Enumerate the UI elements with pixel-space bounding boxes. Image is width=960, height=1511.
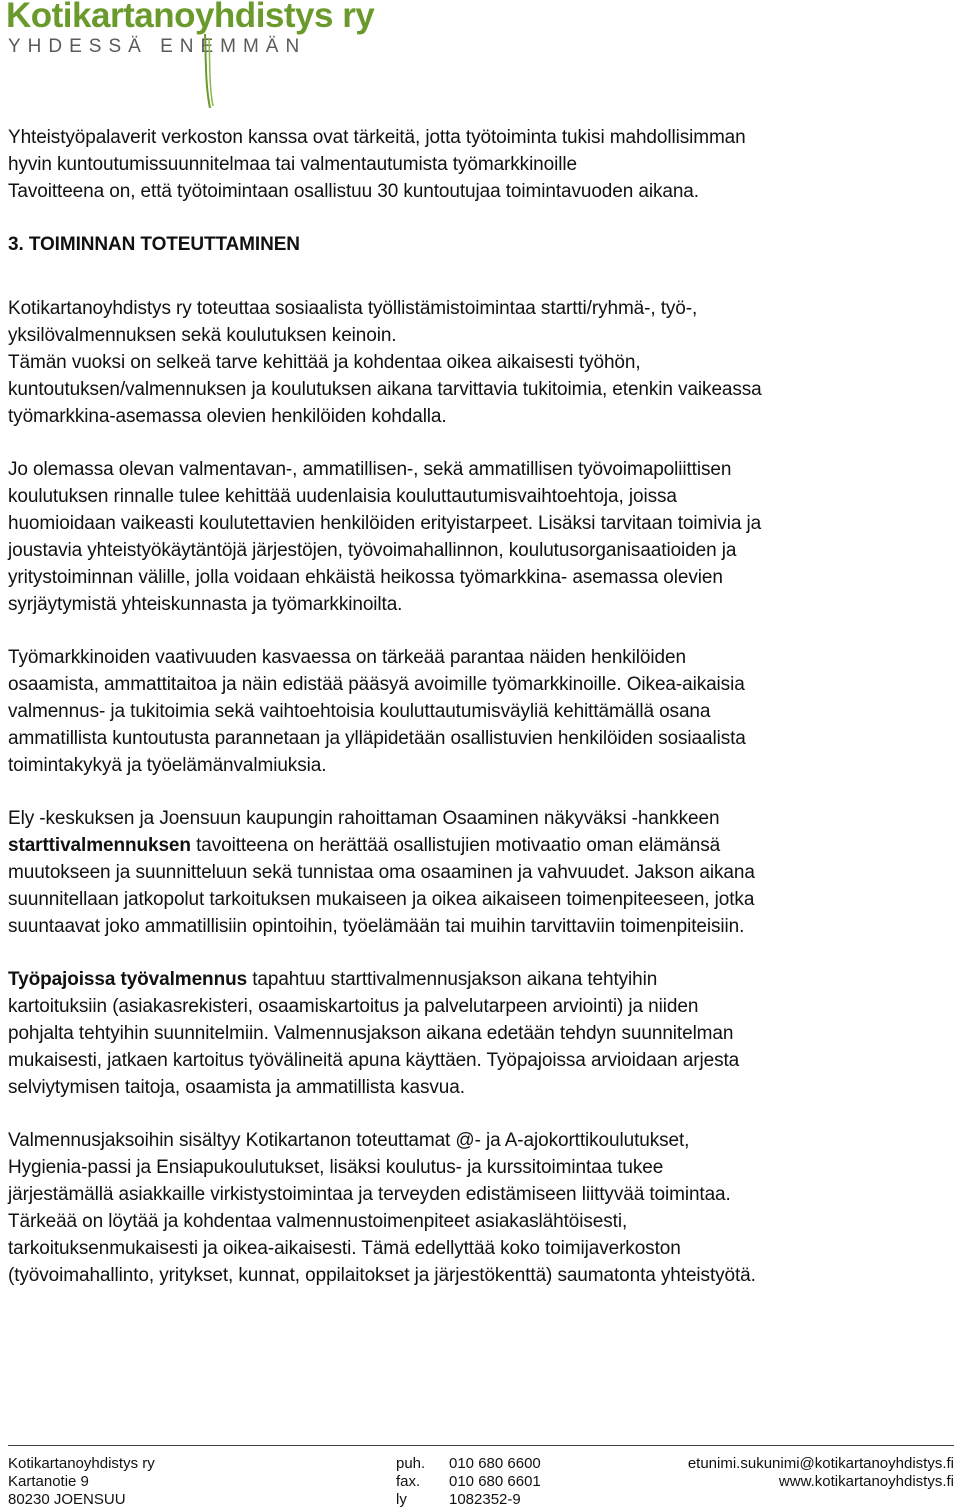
paragraph-tyopajat <box>8 966 958 1101</box>
footer-fax-label: fax. <box>396 1473 421 1490</box>
bold-term: starttivalmennuksen <box>8 835 191 856</box>
footer-phone-value: 010 680 6600 <box>449 1455 541 1472</box>
footer-divider <box>8 1445 954 1446</box>
footer-contact-labels <box>396 1455 425 1509</box>
footer-website[interactable]: www.kotikartanoyhdistys.fi <box>778 1473 954 1490</box>
footer-email[interactable]: etunimi.sukunimi@kotikartanoyhdistys.fi <box>687 1455 954 1472</box>
paragraph-labour-market: Työmarkkinoiden vaativuuden kasvaessa on tärkeää parantaa näiden henkilöiden osaamista, ammattitaitoa ja näin edistää pääsyä avoimille työmarkkinoille. Oikea-aikaisia valmennus- ja tukitoimia sekä vaihtoehtoisia kouluttautumisväyliä kehittämällä osana ammatillista kuntoutusta parannetaan ja ylläpidetään osallistuvien henkilöiden sosiaalista toimintakykyä ja työelämänvalmiuksia. <box>8 647 746 776</box>
bold-term: Työpajoissa työvalmennus <box>8 969 248 990</box>
paragraph-text: Ely -keskuksen ja Joensuun kaupungin rahoittaman Osaaminen näkyväksi -hankkeen <box>8 808 720 829</box>
footer-postal: 80230 JOENSUU <box>8 1491 126 1508</box>
footer-phone-label: puh. <box>396 1455 426 1472</box>
logo-title: Kotikartanoyhdistys ry <box>6 0 375 35</box>
footer-online <box>688 1455 954 1491</box>
paragraph-text: tapahtuu starttivalmennusjakson aikana tehtyihin kartoituksiin (asiakasrekisteri, osaamiskartoitus ja palvelutarpeen arviointi) ja niiden pohjalta tehtyihin suunnitelmiin. Valmennusjakson aikana edetään tehdyn suunnitelman mukaisesti, jatkaen kartoitus työvälineitä apuna käyttäen. Työpajoissa arvioidaan arjesta selviytymisen taitoja, osaamista ja ammatillista kasvua. <box>8 969 740 1098</box>
paragraph-valmennusjaksot: Valmennusjaksoihin sisältyy Kotikartanon toteuttamat @- ja A-ajokorttikoulutukset, Hygienia-passi ja Ensiapukoulutukset, lisäksi koulutus- ja kurssitoimintaa tukee järjestämällä asiakkaille virkistystoimintaa ja terveyden edistämiseen liittyvää toimintaa. Tärkeää on löytää ja kohdentaa valmennustoimenpiteet asiakaslähtöisesti, tarkoituksenmukaisesti ja oikea-aikaisesti. Tämä edellyttää koko toimijaverkoston (työvoimahallinto, yritykset, kunnat, oppilaitokset ja järjestökenttä) saumatonta yhteistyötä. <box>8 1130 756 1286</box>
footer-street: Kartanotie 9 <box>8 1473 89 1490</box>
paragraph-text: tavoitteena on herättää osallistujien motivaatio oman elämänsä muutokseen ja suunnitteluun sekä tunnistaa oma osaaminen ja vahvuudet. Jakson aikana suunnitellaan jatkopolut tarkoituksen mukaiseen ja oikea aikaiseen toimenpiteeseen, jotka suuntaavat joko ammatillisiin opintoihin, työelämään tai muihin tarvittaviin toimenpiteisiin. <box>8 835 755 937</box>
section-heading: 3. TOIMINNAN TOTEUTTAMINEN <box>8 234 300 255</box>
footer-address <box>8 1455 155 1509</box>
footer-contact-values <box>449 1455 541 1509</box>
paragraph-implementation: Kotikartanoyhdistys ry toteuttaa sosiaalista työllistämistoimintaa startti/ryhmä-, työ-, yksilövalmennuksen sekä koulutuksen keinoin. Tämän vuoksi on selkeä tarve kehittää ja kohdentaa oikea aikaisesti työhön, kuntoutuksen/valmennuksen ja koulutuksen aikana tarvittavia tukitoimia, etenkin vaikeassa työmarkkina-asemassa olevien henkilöiden kohdalla. <box>8 298 762 427</box>
document-body <box>8 124 958 1315</box>
page-footer <box>0 1455 960 1511</box>
paragraph-starttivalmennus <box>8 805 958 940</box>
organization-logo <box>6 0 375 108</box>
footer-ly-label: ly <box>396 1491 407 1508</box>
intro-paragraph: Yhteistyöpalaverit verkoston kanssa ovat tärkeitä, jotta työtoiminta tukisi mahdollisimman hyvin kuntoutumissuunnitelmaa tai valmentautumista työmarkkinoille Tavoitteena on, että työtoimintaan osallistuu 30 kuntoutujaa toimintavuoden aikana. <box>8 127 746 202</box>
paragraph-training: Jo olemassa olevan valmentavan-, ammatillisen-, sekä ammatillisen työvoimapoliittisen koulutuksen rinnalle tulee kehittää uudenlaisia kouluttautumisvaihtoehtoja, joissa huomioidaan vaikeasti koulutettavien henkilöiden erityistarpeet. Lisäksi tarvitaan toimivia ja joustavia yhteistyökäytäntöjä järjestöjen, työvoimahallinnon, koulutusorganisaatioiden ja yritystoiminnan välille, jolla voidaan ehkäistä heikossa työmarkkina- asemassa olevien syrjäytymistä yhteiskunnasta ja työmarkkinoilta. <box>8 459 762 615</box>
footer-org-name: Kotikartanoyhdistys ry <box>8 1455 155 1472</box>
footer-fax-value: 010 680 6601 <box>449 1473 541 1490</box>
logo-swoosh-graphic <box>204 34 214 108</box>
footer-ly-value: 1082352-9 <box>449 1491 521 1508</box>
logo-subtitle: YHDESSÄ ENEMMÄN <box>8 36 307 57</box>
